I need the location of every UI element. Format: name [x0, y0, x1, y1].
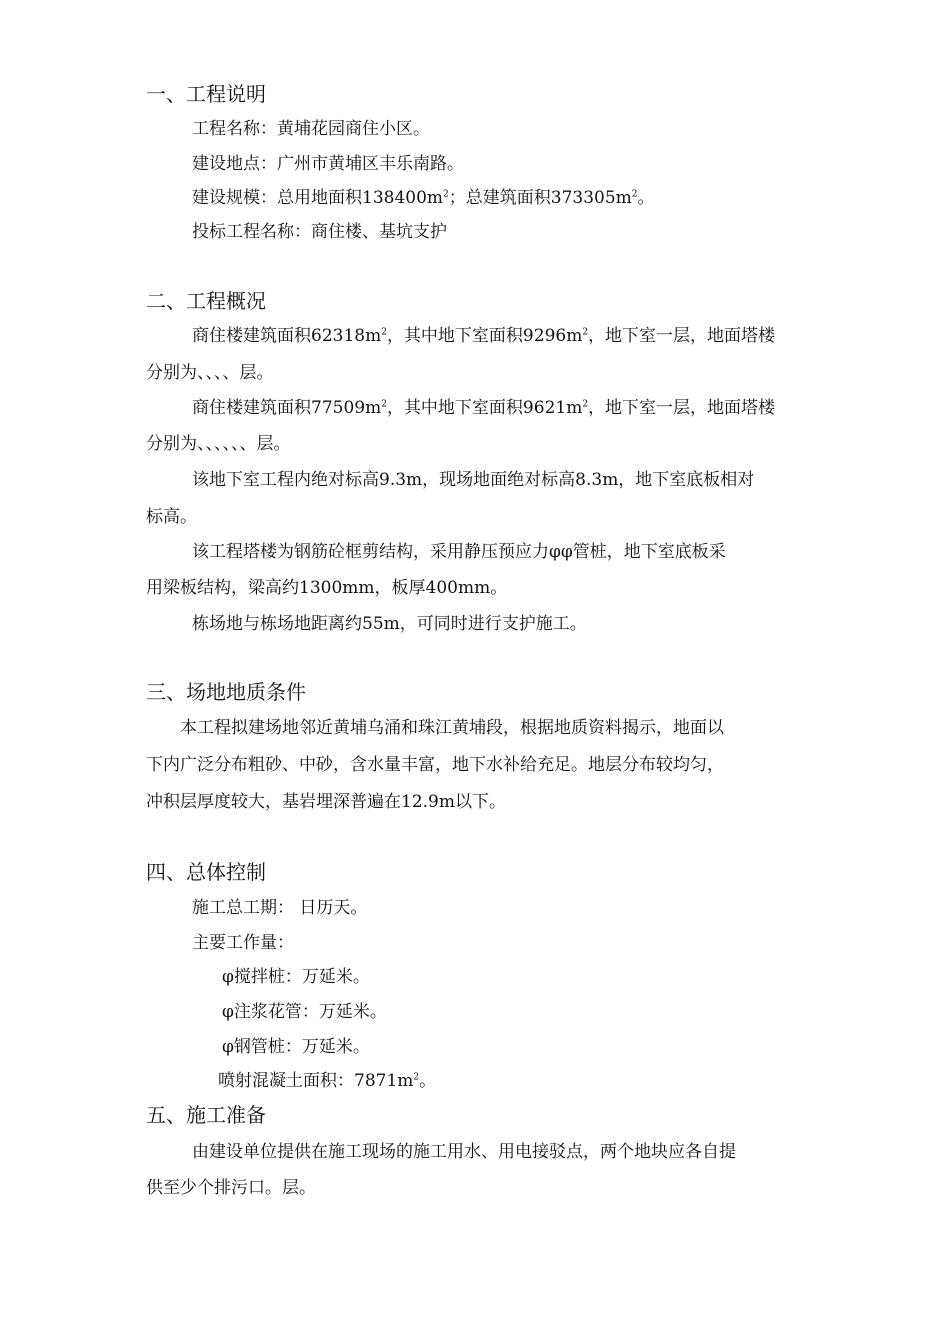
superscript: 2 — [443, 189, 449, 200]
building-b-line-1 — [192, 397, 775, 419]
geology-line-3: 冲积层厚度较大，基岩埋深普遍在12.9m以下。 — [146, 792, 506, 812]
scale-text-a: 建设规模：总用地面积138400m — [192, 188, 444, 208]
superscript: 2 — [381, 399, 387, 410]
bid-project-line: 投标工程名称：商住楼、基坑支护 — [192, 222, 447, 242]
workload-item-mixing-pile: φ搅拌桩：万延米。 — [222, 967, 370, 987]
section-3-heading: 三、场地地质条件 — [146, 680, 306, 704]
elevation-line-2: 标高。 — [146, 507, 197, 527]
superscript: 2 — [413, 1072, 420, 1083]
section-2-heading: 二、工程概况 — [146, 289, 266, 313]
scale-line — [192, 187, 655, 209]
workload-item-grout-pipe: φ注浆花管：万延米。 — [222, 1002, 387, 1022]
elevation-line-1: 该地下室工程内绝对标高9.3m，现场地面绝对标高8.3m，地下室底板相对 — [192, 470, 755, 490]
location-line: 建设地点：广州市黄埔区丰乐南路。 — [192, 154, 464, 174]
preparation-line-2: 供至少个排污口。层。 — [146, 1178, 316, 1198]
project-name-line: 工程名称：黄埔花园商住小区。 — [192, 119, 430, 139]
building-a-line-2: 分别为、、、、层。 — [146, 363, 274, 383]
superscript: 2 — [381, 327, 387, 338]
structure-line-1: 该工程塔楼为钢筋砼框剪结构，采用静压预应力φφ管桩，地下室底板采 — [192, 542, 726, 562]
building-b-line-2: 分别为、、、、、、层。 — [146, 434, 291, 454]
section-5-heading: 五、施工准备 — [146, 1103, 266, 1127]
text-span: 商住楼建筑面积77509m — [192, 398, 382, 418]
schedule-line: 施工总工期： 日历天。 — [192, 898, 368, 918]
scale-text-c: 。 — [637, 188, 655, 208]
section-1-heading: 一、工程说明 — [146, 82, 266, 106]
geology-line-1: 本工程拟建场地邻近黄埔乌涌和珠江黄埔段，根据地质资料揭示，地面以 — [180, 718, 724, 738]
workload-label: 主要工作量： — [192, 933, 294, 953]
superscript: 2 — [582, 327, 589, 338]
text-span: ，地下室一层，地面塔楼 — [588, 326, 776, 346]
text-span: ，其中地下室面积9621m — [386, 398, 583, 418]
workload-item-shotcrete — [218, 1070, 436, 1092]
distance-line: 栋场地与栋场地距离约55m，可同时进行支护施工。 — [192, 614, 587, 634]
text-span: 商住楼建筑面积62318m — [192, 326, 382, 346]
text-span: ，其中地下室面积9296m — [386, 326, 583, 346]
building-a-line-1 — [192, 325, 775, 347]
text-span: ，地下室一层，地面塔楼 — [588, 398, 776, 418]
geology-line-2: 下内广泛分布粗砂、中砂，含水量丰富，地下水补给充足。地层分布较均匀， — [146, 755, 724, 775]
workload-item-steel-pipe-pile: φ钢管桩：万延米。 — [222, 1037, 370, 1057]
section-4-heading: 四、总体控制 — [146, 860, 266, 884]
superscript: 2 — [582, 399, 589, 410]
text-span: 。 — [419, 1071, 437, 1091]
text-span: 喷射混凝土面积：7871m — [218, 1071, 414, 1091]
structure-line-2: 用梁板结构，梁高约1300mm，板厚400mm。 — [146, 578, 508, 598]
scale-text-b: ；总建筑面积373305m — [448, 188, 632, 208]
preparation-line-1: 由建设单位提供在施工现场的施工用水、用电接驳点，两个地块应各自提 — [192, 1142, 736, 1162]
superscript: 2 — [631, 189, 638, 200]
